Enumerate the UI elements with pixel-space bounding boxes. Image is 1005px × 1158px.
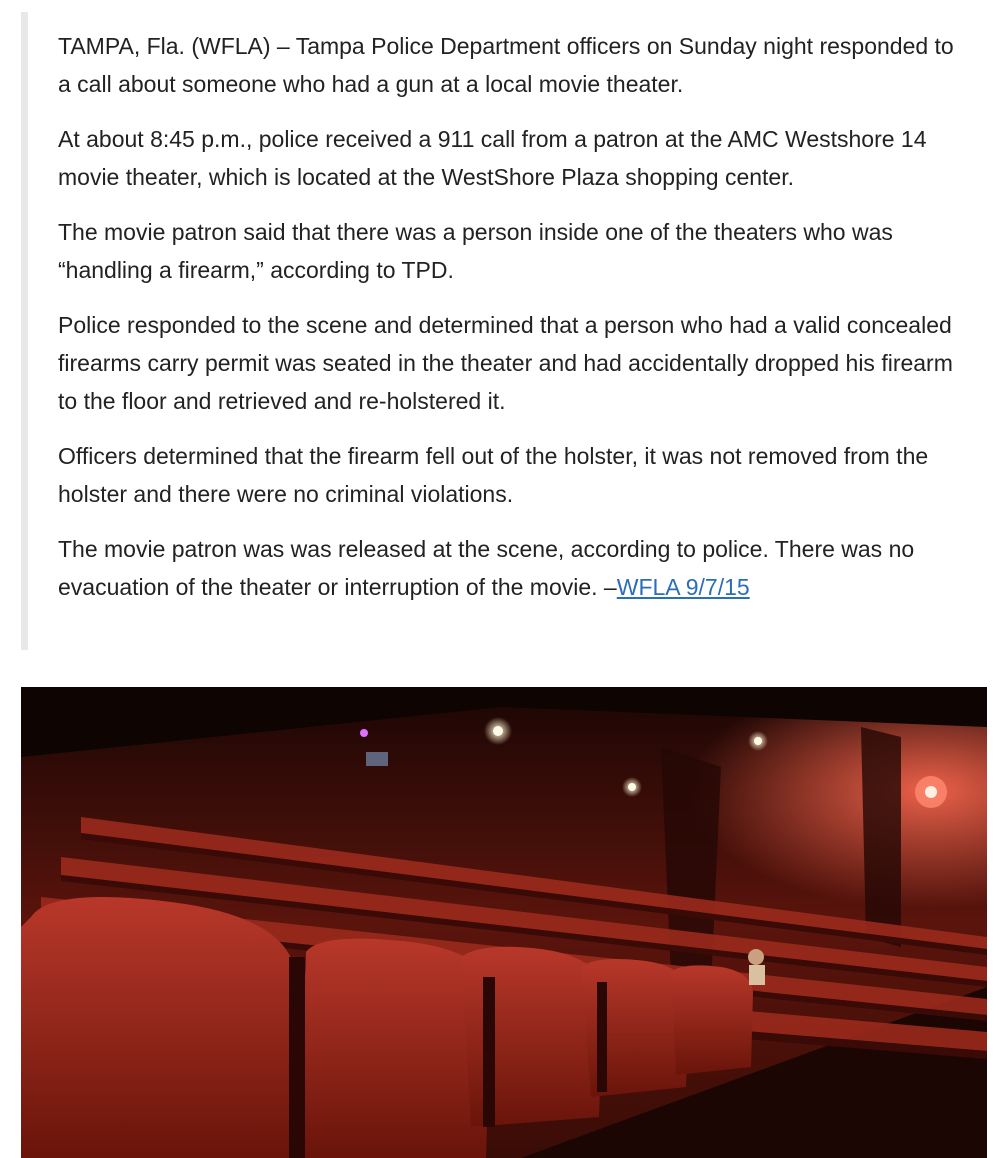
- source-link[interactable]: WFLA 9/7/15: [616, 574, 750, 600]
- article-paragraph: TAMPA, Fla. (WFLA) – Tampa Police Department officers on Sunday night responded to a call about someone who had a gun at a local movie theater.: [58, 33, 954, 97]
- article-paragraph-text: The movie patron was was released at the scene, according to police. There was no evacuation of the theater or interruption of the movie. –: [58, 536, 915, 600]
- article-paragraph: Police responded to the scene and determined that a person who had a valid concealed firearms carry permit was seated in the theater and had accidentally dropped his firearm to the floor and retrieved and re-holstered it.: [58, 312, 953, 414]
- article-paragraph-last: [58, 530, 968, 606]
- theater-photo: [21, 687, 987, 1158]
- article-paragraph: At about 8:45 p.m., police received a 911 call from a patron at the AMC Westshore 14 movie theater, which is located at the WestShore Plaza shopping center.: [58, 126, 927, 190]
- article-blockquote: [21, 12, 1001, 650]
- article-paragraph: Officers determined that the firearm fell out of the holster, it was not removed from the holster and there were no criminal violations.: [58, 443, 929, 507]
- article-paragraph: The movie patron said that there was a person inside one of the theaters who was “handling a firearm,” according to TPD.: [58, 219, 893, 283]
- theater-illustration: [21, 687, 987, 1158]
